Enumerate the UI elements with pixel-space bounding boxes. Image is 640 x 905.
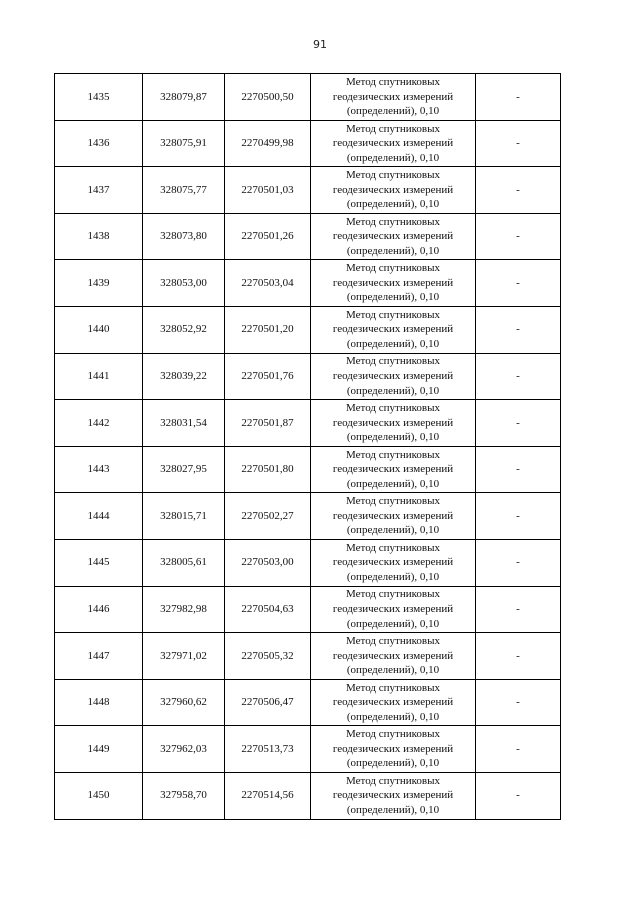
x-coordinate-cell: 328039,22 [143,353,225,400]
x-coordinate-cell: 328079,87 [143,74,225,121]
method-line: (определений), 0,10 [346,431,440,444]
method-line: геодезических измерений [332,696,454,709]
method-line: Метод спутниковых [346,681,440,694]
table-row [55,493,561,540]
method-cell [311,772,476,819]
dash-cell: - [476,726,561,773]
method-line: геодезических измерений [332,323,454,336]
table-row [55,353,561,400]
x-coordinate-cell: 328053,00 [143,260,225,307]
point-number-cell: 1443 [55,446,143,493]
method-cell [311,213,476,260]
dash-cell: - [476,306,561,353]
x-coordinate-cell: 328015,71 [143,493,225,540]
method-line: геодезических измерений [332,556,454,569]
method-line: (определений), 0,10 [346,477,440,490]
method-line: Метод спутниковых [346,635,440,648]
method-line: (определений), 0,10 [346,804,440,816]
x-coordinate-cell: 328005,61 [143,539,225,586]
method-line: Метод спутниковых [346,122,440,135]
method-line: геодезических измерений [332,463,454,476]
dash-cell: - [476,213,561,260]
dash-cell: - [476,493,561,540]
x-coordinate-cell: 327960,62 [143,679,225,726]
dash-cell: - [476,679,561,726]
method-cell [311,539,476,586]
method-line: геодезических измерений [332,416,454,429]
dash-cell: - [476,120,561,167]
method-line: геодезических измерений [332,137,454,150]
point-number-cell: 1439 [55,260,143,307]
table-row [55,679,561,726]
method-line: (определений), 0,10 [346,151,440,164]
method-line: (определений), 0,10 [346,291,440,304]
method-line: геодезических измерений [332,742,454,755]
point-number-cell: 1449 [55,726,143,773]
y-coordinate-cell: 2270501,87 [225,400,311,447]
method-line: (определений), 0,10 [346,571,440,584]
method-line: Метод спутниковых [346,215,440,228]
y-coordinate-cell: 2270501,26 [225,213,311,260]
method-line: геодезических измерений [332,509,454,522]
dash-cell: - [476,167,561,214]
point-number-cell: 1450 [55,772,143,819]
method-line: (определений), 0,10 [346,338,440,351]
method-line: (определений), 0,10 [346,198,440,211]
method-line: геодезических измерений [332,230,454,243]
x-coordinate-cell: 328075,77 [143,167,225,214]
method-line: Метод спутниковых [346,262,440,275]
table-row [55,772,561,819]
method-line: геодезических измерений [332,90,454,103]
dash-cell: - [476,772,561,819]
point-number-cell: 1447 [55,633,143,680]
method-cell [311,353,476,400]
x-coordinate-cell: 327958,70 [143,772,225,819]
method-line: Метод спутниковых [346,448,440,461]
table-row [55,213,561,260]
method-line: Метод спутниковых [346,774,440,787]
method-cell [311,167,476,214]
point-number-cell: 1445 [55,539,143,586]
method-line: геодезических измерений [332,370,454,383]
method-cell [311,679,476,726]
y-coordinate-cell: 2270502,27 [225,493,311,540]
x-coordinate-cell: 328031,54 [143,400,225,447]
x-coordinate-cell: 328027,95 [143,446,225,493]
coordinates-table-body [55,74,561,820]
dash-cell: - [476,586,561,633]
y-coordinate-cell: 2270505,32 [225,633,311,680]
point-number-cell: 1441 [55,353,143,400]
y-coordinate-cell: 2270499,98 [225,120,311,167]
point-number-cell: 1438 [55,213,143,260]
method-line: (определений), 0,10 [346,617,440,630]
method-cell [311,260,476,307]
point-number-cell: 1437 [55,167,143,214]
dash-cell: - [476,446,561,493]
method-cell [311,446,476,493]
point-number-cell: 1436 [55,120,143,167]
y-coordinate-cell: 2270501,20 [225,306,311,353]
method-line: Метод спутниковых [346,495,440,508]
y-coordinate-cell: 2270501,80 [225,446,311,493]
method-cell [311,306,476,353]
page-number: 91 [313,38,327,51]
point-number-cell: 1448 [55,679,143,726]
method-line: геодезических измерений [332,276,454,289]
table-row [55,586,561,633]
method-line: Метод спутниковых [346,75,440,88]
method-line: (определений), 0,10 [346,384,440,397]
y-coordinate-cell: 2270500,50 [225,74,311,121]
x-coordinate-cell: 328075,91 [143,120,225,167]
method-cell [311,74,476,121]
method-line: геодезических измерений [332,789,454,802]
table-row [55,400,561,447]
y-coordinate-cell: 2270501,76 [225,353,311,400]
x-coordinate-cell: 327982,98 [143,586,225,633]
y-coordinate-cell: 2270503,04 [225,260,311,307]
method-line: Метод спутниковых [346,588,440,601]
method-line: геодезических измерений [332,649,454,662]
table-row [55,633,561,680]
y-coordinate-cell: 2270503,00 [225,539,311,586]
y-coordinate-cell: 2270506,47 [225,679,311,726]
y-coordinate-cell: 2270501,03 [225,167,311,214]
point-number-cell: 1440 [55,306,143,353]
coordinates-table [54,73,561,820]
x-coordinate-cell: 327962,03 [143,726,225,773]
x-coordinate-cell: 328052,92 [143,306,225,353]
method-cell [311,633,476,680]
method-line: (определений), 0,10 [346,524,440,537]
method-cell [311,400,476,447]
method-line: (определений), 0,10 [346,244,440,257]
method-line: Метод спутниковых [346,402,440,415]
method-line: Метод спутниковых [346,541,440,554]
point-number-cell: 1446 [55,586,143,633]
point-number-cell: 1442 [55,400,143,447]
table-row [55,446,561,493]
method-cell [311,493,476,540]
point-number-cell: 1444 [55,493,143,540]
method-cell [311,586,476,633]
x-coordinate-cell: 327971,02 [143,633,225,680]
table-row [55,726,561,773]
table-row [55,74,561,121]
table-row [55,306,561,353]
method-line: Метод спутниковых [346,169,440,182]
dash-cell: - [476,633,561,680]
method-line: (определений), 0,10 [346,664,440,677]
method-line: геодезических измерений [332,603,454,616]
table-row [55,120,561,167]
dash-cell: - [476,260,561,307]
y-coordinate-cell: 2270513,73 [225,726,311,773]
method-line: (определений), 0,10 [346,757,440,770]
dash-cell: - [476,74,561,121]
x-coordinate-cell: 328073,80 [143,213,225,260]
method-line: Метод спутниковых [346,728,440,741]
method-cell [311,120,476,167]
method-line: Метод спутниковых [346,355,440,368]
method-line: геодезических измерений [332,183,454,196]
y-coordinate-cell: 2270504,63 [225,586,311,633]
method-line: Метод спутниковых [346,308,440,321]
method-line: (определений), 0,10 [346,710,440,723]
table-row [55,539,561,586]
method-line: (определений), 0,10 [346,105,440,118]
table-row [55,167,561,214]
table-row [55,260,561,307]
dash-cell: - [476,353,561,400]
method-cell [311,726,476,773]
point-number-cell: 1435 [55,74,143,121]
dash-cell: - [476,400,561,447]
y-coordinate-cell: 2270514,56 [225,772,311,819]
dash-cell: - [476,539,561,586]
